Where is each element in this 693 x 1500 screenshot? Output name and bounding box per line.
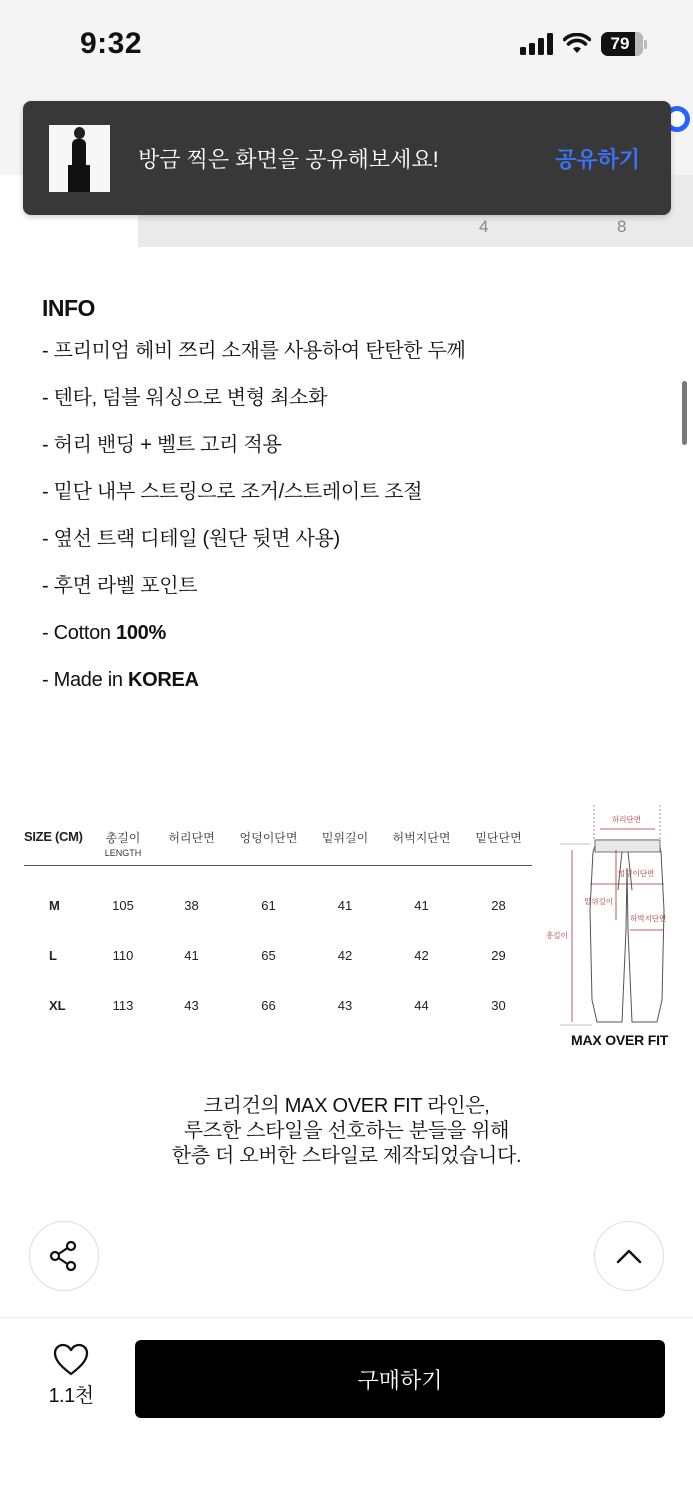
info-line: - 밑단 내부 스트링으로 조거/스트레이트 조절 xyxy=(42,481,423,503)
table-row: L 110 41 65 42 42 29 xyxy=(49,947,506,963)
info-line: - Made in KOREA xyxy=(42,669,199,691)
status-icons xyxy=(520,32,647,56)
toast-message: 방금 찍은 화면을 공유해보세요! xyxy=(138,146,439,172)
size-guide-diagram xyxy=(540,800,690,1060)
scrollbar[interactable] xyxy=(682,381,687,445)
size-header: SIZE (CM) xyxy=(24,829,83,844)
rise-label: 밑위길이 xyxy=(584,897,613,906)
info-line: - 허리 밴딩 + 벨트 고리 적용 xyxy=(42,434,282,456)
column-header: 총길이 LENGTH xyxy=(104,831,142,858)
status-time: 9:32 xyxy=(80,27,143,60)
tab-review-count[interactable]: 4 xyxy=(479,217,489,236)
bottom-bar-divider xyxy=(0,1317,693,1318)
like-count: 1.1천 xyxy=(48,1385,94,1407)
info-line: - 프리미엄 헤비 쯔리 소재를 사용하여 탄탄한 두께 xyxy=(42,340,466,362)
like-button[interactable] xyxy=(44,1343,98,1408)
column-header: 밑단단면 xyxy=(475,831,522,845)
size-table-header xyxy=(24,824,532,866)
info-line: - 후면 라벨 포인트 xyxy=(42,575,198,597)
hip-label: 엉덩이단면 xyxy=(618,869,655,878)
heart-icon xyxy=(53,1343,89,1377)
table-row: M 105 38 61 41 41 28 xyxy=(49,897,506,913)
screenshot-thumbnail[interactable] xyxy=(49,125,110,192)
length-label: 총길이 xyxy=(546,931,568,940)
chevron-up-icon xyxy=(615,1246,643,1266)
size-table xyxy=(24,824,532,1036)
thigh-label: 허벅지단면 xyxy=(630,914,667,923)
column-header: 밑위길이 xyxy=(321,831,369,845)
battery-icon xyxy=(601,32,647,56)
column-header: 허벅지단면 xyxy=(392,831,451,845)
column-header: 허리단면 xyxy=(168,831,215,845)
wifi-icon xyxy=(563,33,591,55)
info-line: - 옆선 트랙 디테일 (원단 뒷면 사용) xyxy=(42,528,340,550)
tab-inquiry-count[interactable]: 8 xyxy=(617,217,627,236)
battery-level: 79 xyxy=(610,34,630,53)
fit-caption: MAX OVER FIT xyxy=(571,1032,669,1048)
screenshot-share-toast xyxy=(23,101,671,215)
info-line: - 텐타, 덤블 워싱으로 변형 최소화 xyxy=(42,387,328,409)
buy-button[interactable]: 구매하기 xyxy=(135,1340,665,1418)
info-line: - Cotton 100% xyxy=(42,622,166,644)
column-header: 엉덩이단면 xyxy=(239,831,298,845)
share-button[interactable] xyxy=(29,1221,99,1291)
pants-diagram-icon xyxy=(540,800,690,1030)
table-row: XL 113 43 66 43 44 30 xyxy=(49,997,506,1013)
fit-description: 크리건의 MAX OVER FIT 라인은, 루즈한 스타일을 선호하는 분들을 위해 한층 더 오버한 스타일로 제작되었습니다. xyxy=(171,1095,522,1167)
info-title: INFO xyxy=(42,295,95,321)
waist-label: 허리단면 xyxy=(612,815,641,824)
cellular-signal-icon xyxy=(520,33,553,55)
scroll-to-top-button[interactable] xyxy=(594,1221,664,1291)
share-action-button[interactable]: 공유하기 xyxy=(554,146,640,172)
share-icon xyxy=(47,1239,81,1273)
info-section xyxy=(42,295,466,712)
